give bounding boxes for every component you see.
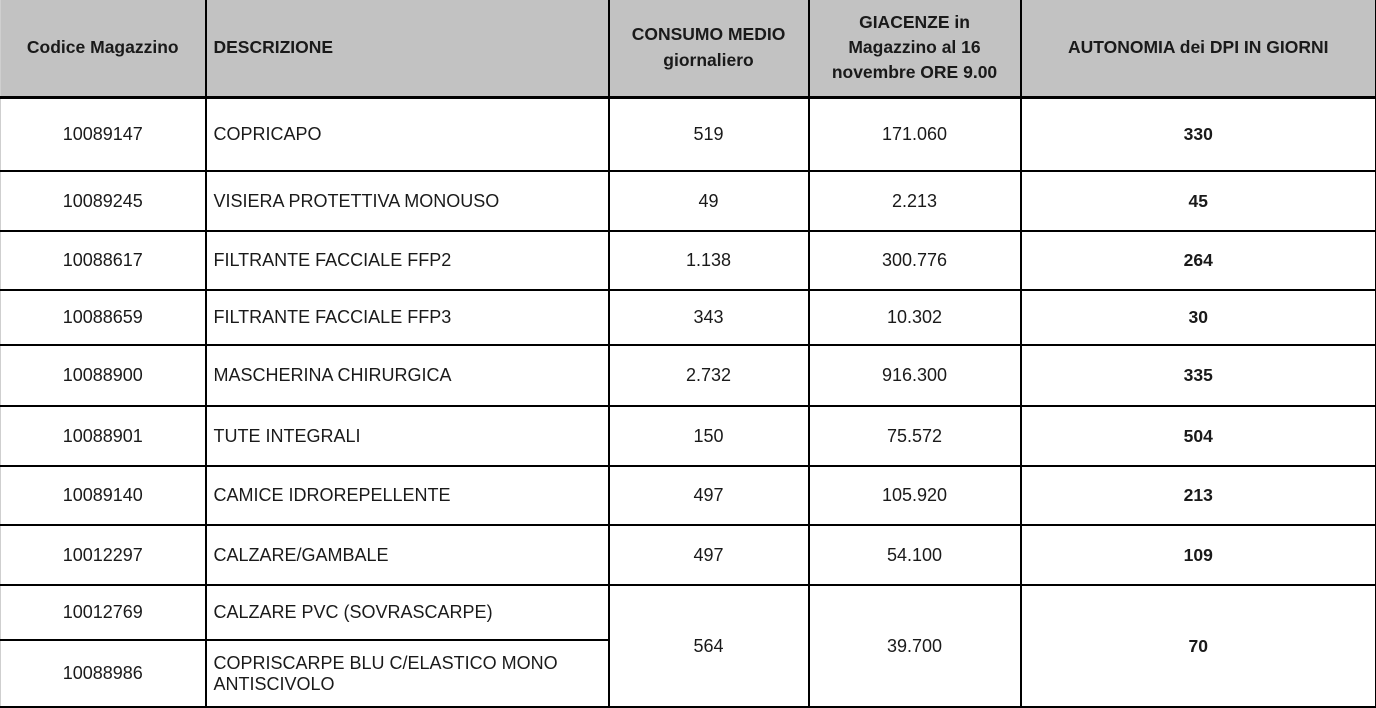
cell-descrizione: CAMICE IDROREPELLENTE (206, 466, 609, 525)
cell-autonomia: 109 (1021, 525, 1376, 585)
col-header-consumo-medio: CONSUMO MEDIO giornaliero (609, 0, 809, 97)
cell-consumo-merged: 564 (609, 585, 809, 708)
cell-consumo: 2.732 (609, 345, 809, 406)
cell-giacenze: 300.776 (809, 231, 1021, 290)
cell-descrizione: VISIERA PROTETTIVA MONOUSO (206, 171, 609, 231)
cell-giacenze: 54.100 (809, 525, 1021, 585)
col-header-giacenze: GIACENZE in Magazzino al 16 novembre ORE 9.00 (809, 0, 1021, 97)
cell-codice: 10088901 (1, 406, 206, 466)
cell-codice: 10088617 (1, 231, 206, 290)
cell-autonomia: 264 (1021, 231, 1376, 290)
cell-giacenze: 75.572 (809, 406, 1021, 466)
cell-autonomia: 213 (1021, 466, 1376, 525)
cell-consumo: 150 (609, 406, 809, 466)
table-row (1, 525, 1376, 585)
cell-autonomia: 45 (1021, 171, 1376, 231)
cell-codice: 10012297 (1, 525, 206, 585)
cell-codice: 10088659 (1, 290, 206, 345)
cell-giacenze: 916.300 (809, 345, 1021, 406)
table-row (1, 231, 1376, 290)
cell-autonomia: 330 (1021, 97, 1376, 171)
cell-consumo: 1.138 (609, 231, 809, 290)
table-row (1, 290, 1376, 345)
cell-autonomia: 504 (1021, 406, 1376, 466)
col-header-codice-magazzino: Codice Magazzino (1, 0, 206, 97)
cell-codice: 10089245 (1, 171, 206, 231)
cell-autonomia: 30 (1021, 290, 1376, 345)
table-row (1, 466, 1376, 525)
cell-codice: 10088900 (1, 345, 206, 406)
cell-autonomia: 335 (1021, 345, 1376, 406)
cell-codice: 10089147 (1, 97, 206, 171)
cell-giacenze: 171.060 (809, 97, 1021, 171)
cell-giacenze: 2.213 (809, 171, 1021, 231)
cell-codice: 10089140 (1, 466, 206, 525)
cell-codice: 10012769 (1, 585, 206, 640)
cell-autonomia-merged: 70 (1021, 585, 1376, 708)
cell-consumo: 49 (609, 171, 809, 231)
cell-codice: 10088986 (1, 640, 206, 708)
cell-consumo: 343 (609, 290, 809, 345)
cell-descrizione: FILTRANTE FACCIALE FFP3 (206, 290, 609, 345)
cell-descrizione: COPRICAPO (206, 97, 609, 171)
cell-consumo: 497 (609, 525, 809, 585)
table-row (1, 345, 1376, 406)
cell-consumo: 497 (609, 466, 809, 525)
cell-descrizione: CALZARE PVC (SOVRASCARPE) (206, 585, 609, 640)
table-row (1, 585, 1376, 640)
cell-descrizione: MASCHERINA CHIRURGICA (206, 345, 609, 406)
header-row (1, 0, 1376, 97)
cell-descrizione: FILTRANTE FACCIALE FFP2 (206, 231, 609, 290)
cell-giacenze: 105.920 (809, 466, 1021, 525)
cell-descrizione: TUTE INTEGRALI (206, 406, 609, 466)
table-row (1, 406, 1376, 466)
table-row (1, 171, 1376, 231)
cell-descrizione: CALZARE/GAMBALE (206, 525, 609, 585)
cell-consumo: 519 (609, 97, 809, 171)
table-row (1, 97, 1376, 171)
cell-giacenze: 10.302 (809, 290, 1021, 345)
cell-giacenze-merged: 39.700 (809, 585, 1021, 708)
col-header-autonomia: AUTONOMIA dei DPI IN GIORNI (1021, 0, 1376, 97)
col-header-descrizione: DESCRIZIONE (206, 0, 609, 97)
cell-descrizione: COPRISCARPE BLU C/ELASTICO MONO ANTISCIVOLO (206, 640, 609, 708)
